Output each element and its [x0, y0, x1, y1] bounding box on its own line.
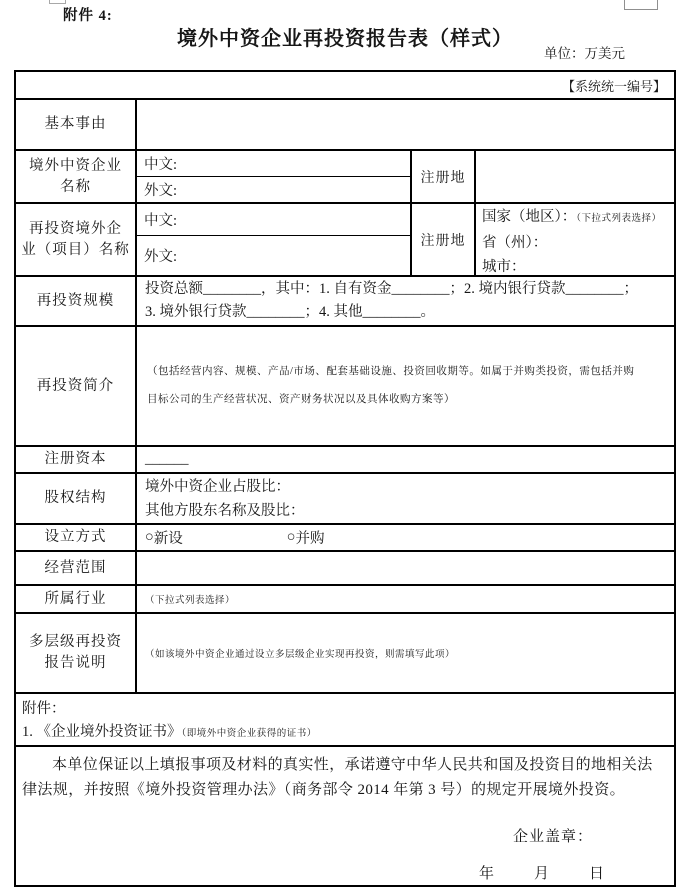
row-reinvest-enterprise-name — [16, 202, 674, 275]
date-month-label: 月 — [533, 866, 549, 882]
system-number-label: 【系统统一编号】 — [561, 78, 666, 94]
page-edge-artifact-right — [624, 0, 658, 10]
date-day-label: 日 — [588, 866, 604, 882]
attachments-title: 附件： — [22, 701, 66, 717]
business-scope-label: 经营范围 — [16, 552, 137, 584]
equity-structure-field: 境外中资企业占股比： 其他方股东名称及股比： — [145, 478, 305, 519]
row-industry — [16, 584, 674, 612]
report-form-table — [14, 70, 676, 887]
registered-capital-field: ______ — [145, 451, 189, 467]
reinvest-name-inputs — [137, 204, 412, 275]
reinvest-intro-label: 再投资简介 — [16, 327, 137, 445]
row-declaration — [16, 745, 674, 885]
declaration-line-1: 本单位保证以上填报事项及材料的真实性，承诺遵守中华人民共和国及投资目的地相关法 — [52, 757, 653, 773]
reinvest-scale-label: 再投资规模 — [16, 277, 137, 325]
industry-dropdown-hint: （下拉式列表选择） — [145, 596, 236, 606]
row-basic-reason — [16, 98, 674, 149]
country-region-field: 国家（地区）：（下拉式列表选择） — [482, 209, 662, 225]
row-system-number — [16, 72, 674, 98]
overseas-name-chinese-field: 中文: — [137, 151, 410, 177]
reinvest-intro-field: （包括经营内容、规模、产品/市场、配套基础设施、投资回收期等。如属于并购类投资，需包括并购 目标公司的生产经营状况、资产财务状况以及具体收购方案等） — [147, 366, 635, 405]
registered-capital-label: 注册资本 — [16, 447, 137, 472]
attachment-number: 附件 4: — [63, 8, 113, 24]
province-state-field: 省（州）： — [482, 235, 548, 251]
row-reinvest-intro — [16, 325, 674, 445]
unit-note: 单位：万美元 — [544, 46, 625, 61]
business-scope-field — [137, 552, 674, 584]
reinvest-registration-detail — [476, 204, 674, 275]
row-business-scope — [16, 550, 674, 584]
reinvest-registration-label: 注册地 — [412, 204, 476, 275]
radio-circle-icon: ○ — [286, 529, 296, 545]
reinvest-name-foreign-field: 外文: — [144, 249, 178, 265]
multi-level-report-field: （如该境外中资企业通过设立多层级企业实现再投资，则需填写此项） — [145, 650, 456, 660]
setup-mode-field — [137, 525, 674, 550]
date-line — [22, 862, 666, 883]
row-setup-mode — [16, 523, 674, 550]
row-overseas-enterprise-name — [16, 149, 674, 202]
row-multi-level-report — [16, 612, 674, 692]
document-title: 境外中资企业再投资报告表（样式） — [177, 28, 513, 50]
option-merger-acquisition: ○ 并购 — [286, 529, 325, 547]
reinvest-name-label: 再投资境外企 业（项目）名称 — [16, 204, 137, 275]
declaration-line-2: 律法规，并按照《境外投资管理办法》（商务部令 2014 年第 3 号）的规定开展境外投资。 — [22, 782, 626, 798]
reinvest-scale-field: 投资总额________，其中：1. 自有资金________；2. 境内银行贷款________； 3. 境外银行贷款________；4. 其他________。 — [145, 281, 638, 320]
reinvest-name-chinese-field: 中文: — [137, 204, 410, 236]
row-registered-capital — [16, 445, 674, 472]
overseas-name-foreign-field: 外文: — [144, 183, 178, 199]
basic-reason-field — [137, 100, 674, 149]
overseas-registration-label: 注册地 — [412, 151, 476, 202]
basic-reason-label: 基本事由 — [16, 100, 137, 149]
equity-structure-label: 股权结构 — [16, 474, 137, 523]
row-reinvest-scale — [16, 275, 674, 325]
city-field: 城市： — [482, 259, 526, 275]
overseas-name-label: 境外中资企业 名称 — [16, 151, 137, 202]
attachment-item-1: 1. 《企业境外投资证书》（即境外中资企业获得的证书） — [22, 724, 317, 740]
radio-circle-icon: ○ — [145, 529, 154, 545]
setup-mode-label: 设立方式 — [16, 525, 137, 550]
country-dropdown-hint: （下拉式列表选择） — [576, 214, 662, 224]
overseas-registration-field — [476, 151, 674, 202]
option-new-establishment: ○ 新设 — [145, 529, 183, 547]
industry-label: 所属行业 — [16, 586, 137, 612]
attachment-item-1-note: （即境外中资企业获得的证书） — [181, 729, 317, 739]
multi-level-report-label: 多层级再投资 报告说明 — [16, 614, 137, 692]
overseas-name-inputs — [137, 151, 412, 202]
row-equity-structure — [16, 472, 674, 523]
row-attachments — [16, 692, 674, 745]
date-year-label: 年 — [478, 866, 494, 882]
enterprise-seal-label: 企业盖章： — [512, 829, 593, 845]
